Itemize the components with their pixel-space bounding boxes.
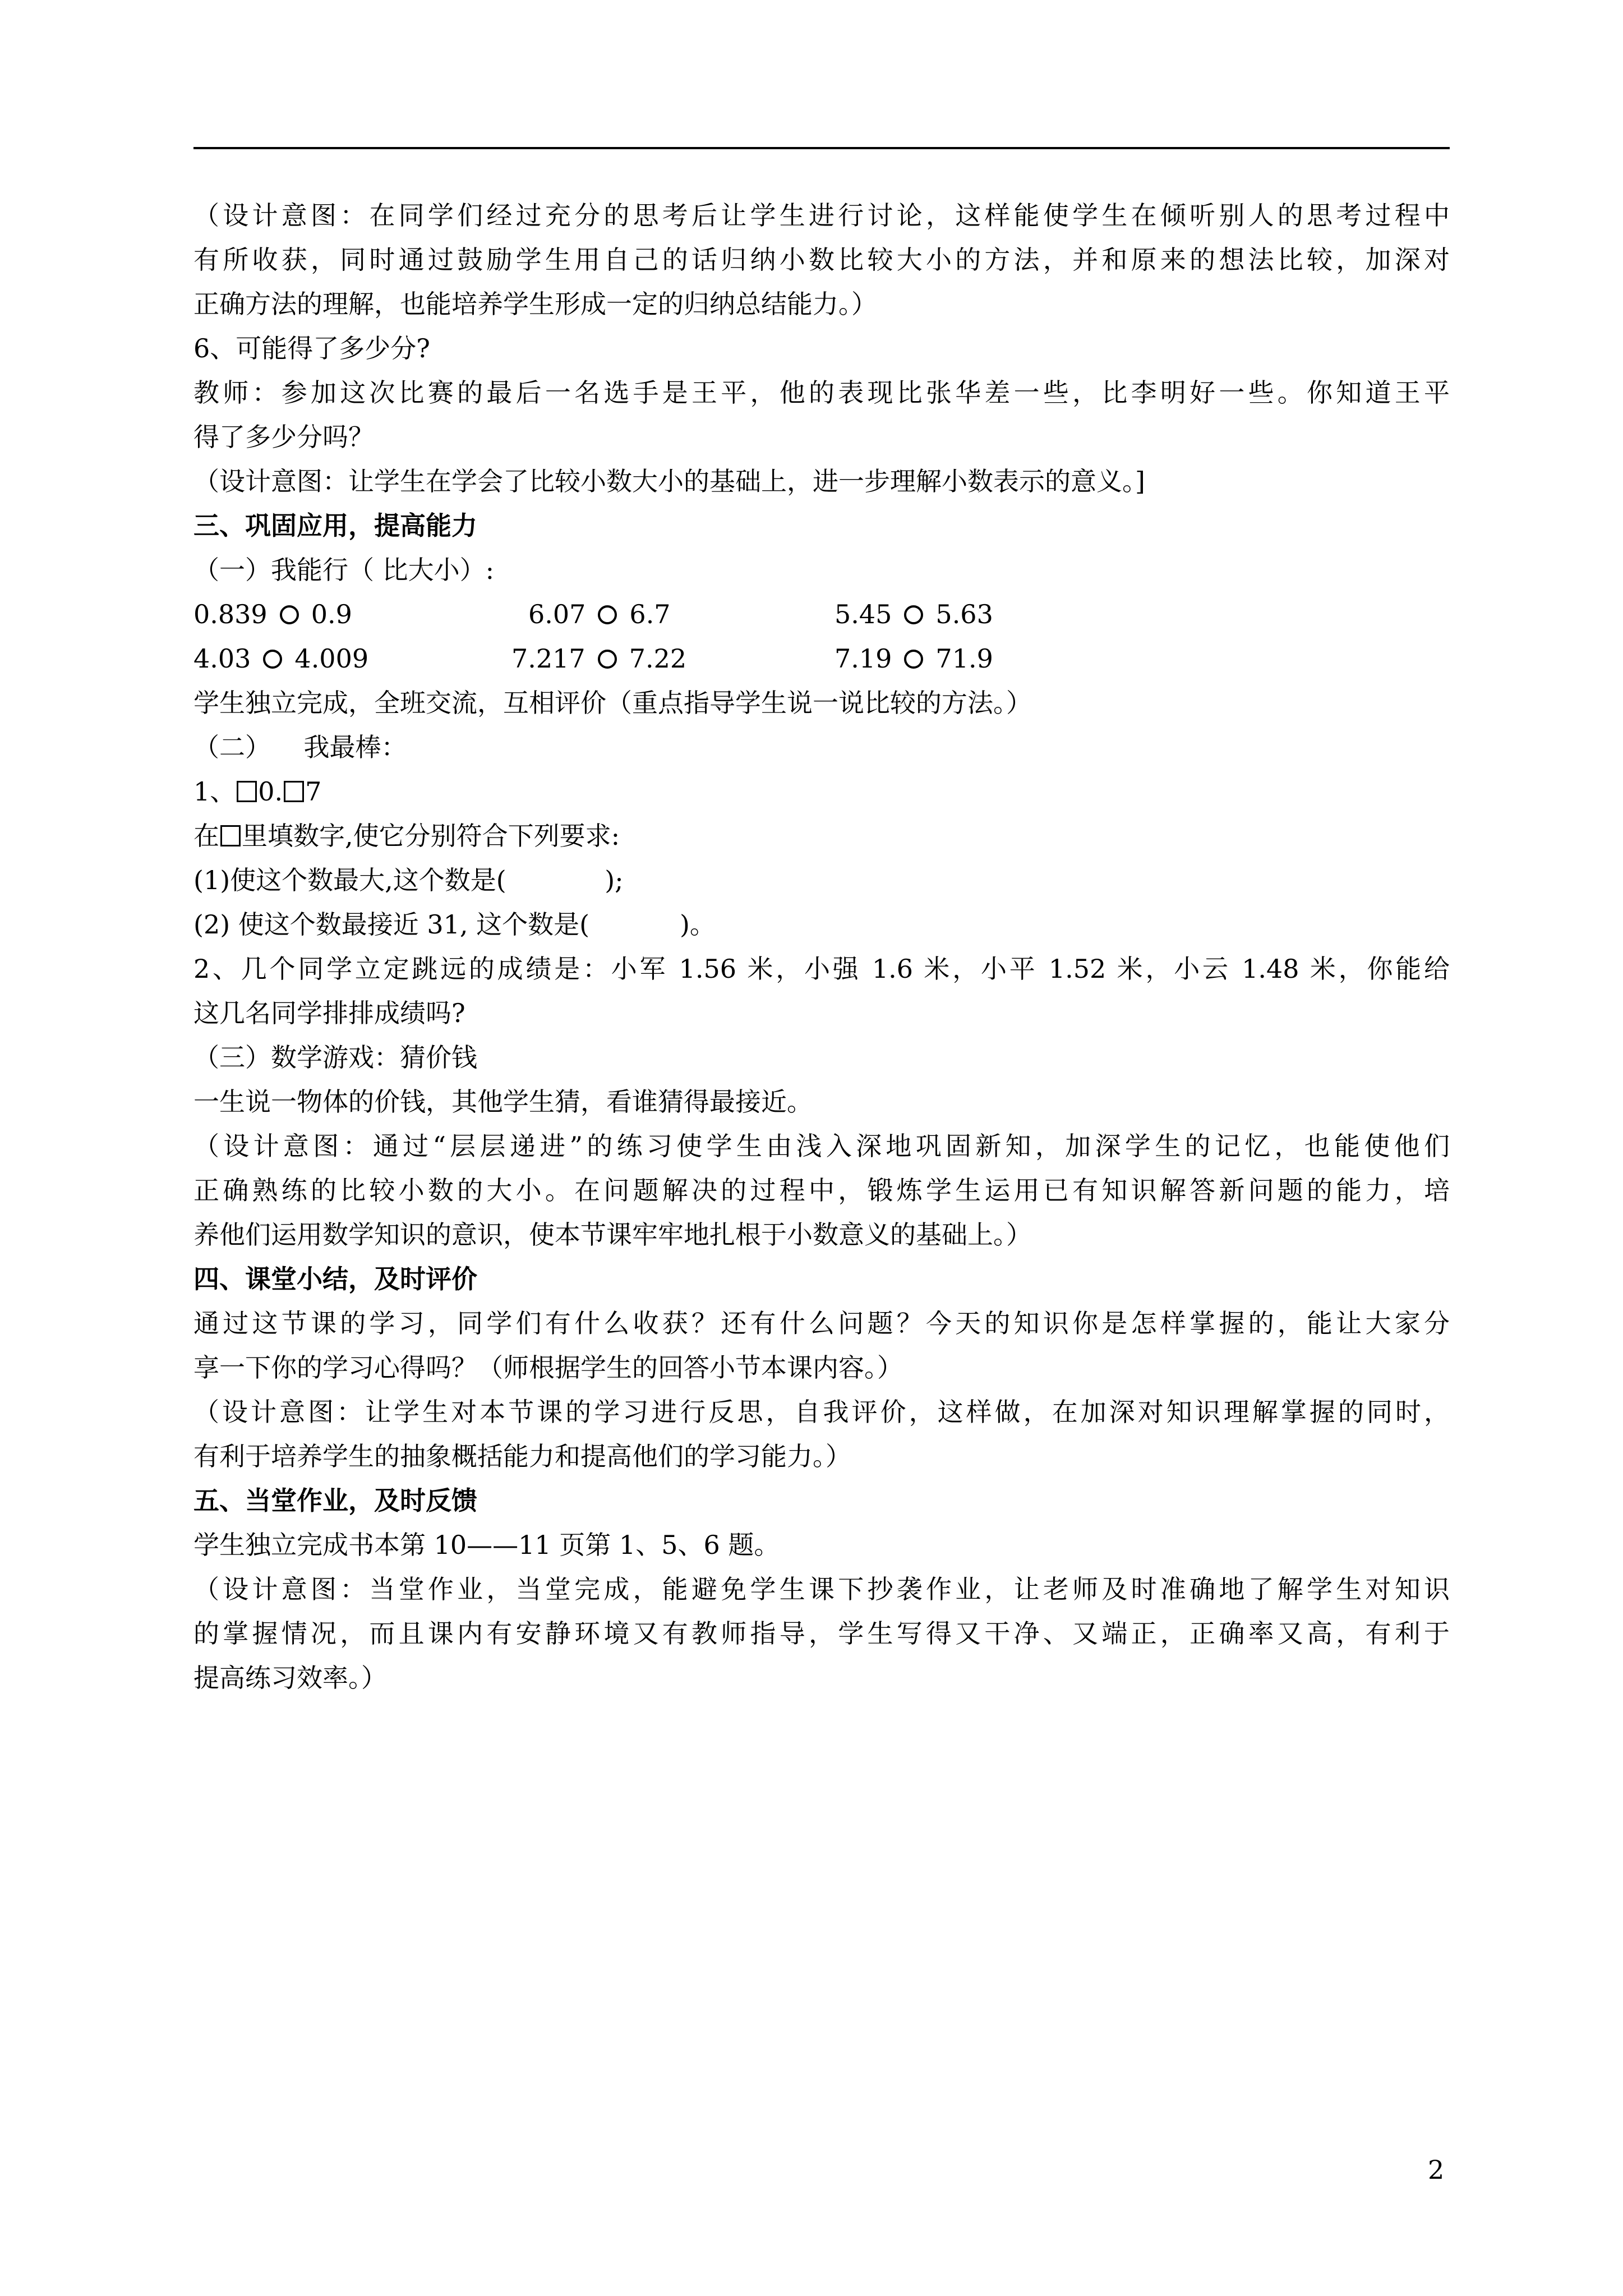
section-4-heading: 四、课堂小结，及时评价 bbox=[193, 1264, 477, 1294]
compare-left-value: 7.217 bbox=[511, 643, 585, 674]
compare-left-value: 6.07 bbox=[528, 599, 586, 629]
compare-item bbox=[834, 592, 993, 637]
page-number: 2 bbox=[1428, 2155, 1445, 2185]
compare-row-1 bbox=[193, 592, 1450, 637]
square-blank-icon bbox=[284, 781, 304, 802]
problem-1-suffix: 7 bbox=[305, 776, 322, 807]
compare-right-value: 0.9 bbox=[311, 599, 352, 629]
question-6-teacher-line-1: 教师：参加这次比赛的最后一名选手是王平，他的表现比张华差一些，比李明好一些。你知道王平 bbox=[193, 378, 1450, 408]
compare-item bbox=[834, 637, 993, 681]
intent-paragraph-3-line-3: 养他们运用数学知识的意识，使本节课牢牢地扎根于小数意义的基础上。） bbox=[193, 1220, 1032, 1250]
part-1-note: 学生独立完成，全班交流，互相评价（重点指导学生说一说比较的方法。） bbox=[193, 688, 1032, 718]
problem-1-instruction bbox=[193, 814, 1450, 858]
circle-blank-icon bbox=[280, 605, 299, 624]
homework-text: 学生独立完成书本第 10——11 页第 1、5、6 题。 bbox=[193, 1530, 780, 1560]
intent-paragraph-5-line-1: （设计意图：当堂作业，当堂完成，能避免学生课下抄袭作业，让老师及时准确地了解学生对知识 bbox=[193, 1574, 1450, 1604]
section-5-heading: 五、当堂作业，及时反馈 bbox=[193, 1485, 477, 1516]
compare-item bbox=[193, 637, 511, 681]
intent-paragraph-3-line-2: 正确熟练的比较小数的大小。在问题解决的过程中，锻炼学生运用已有知识解答新问题的能力，培 bbox=[193, 1175, 1450, 1205]
compare-left-value: 4.03 bbox=[193, 643, 251, 674]
compare-row-2 bbox=[193, 637, 1450, 681]
summary-line-1: 通过这节课的学习，同学们有什么收获？还有什么问题？今天的知识你是怎样掌握的，能让大家分 bbox=[193, 1308, 1450, 1338]
problem-2-line-2: 这几名同学排排成绩吗? bbox=[193, 998, 465, 1028]
part-3-title: （三）数学游戏：猜价钱 bbox=[193, 1042, 477, 1073]
compare-right-value: 71.9 bbox=[935, 643, 993, 674]
intent-paragraph-5-line-3: 提高练习效率。） bbox=[193, 1663, 387, 1693]
compare-item bbox=[193, 592, 528, 637]
circle-blank-icon bbox=[904, 650, 923, 669]
intent-paragraph-3-line-1: （设计意图：通过“层层递进”的练习使学生由浅入深地巩固新知，加深学生的记忆，也能使他们 bbox=[193, 1131, 1450, 1161]
section-3-heading: 三、巩固应用，提高能力 bbox=[193, 510, 477, 541]
part-1-title: （一）我能行（ 比大小）: bbox=[193, 555, 495, 585]
compare-right-value: 5.63 bbox=[935, 599, 993, 629]
compare-right-value: 6.7 bbox=[629, 599, 671, 629]
problem-1-requirement-2: (2) 使这个数最接近 31, 这个数是( )。 bbox=[193, 909, 716, 940]
compare-left-value: 7.19 bbox=[834, 643, 892, 674]
intent-paragraph-1-line-3: 正确方法的理解，也能培养学生形成一定的归纳总结能力。） bbox=[193, 289, 877, 319]
compare-left-value: 0.839 bbox=[193, 599, 268, 629]
compare-item bbox=[528, 592, 834, 637]
intent-paragraph-1-line-2: 有所收获，同时通过鼓励学生用自己的话归纳小数比较大小的方法，并和原来的想法比较，加深对 bbox=[193, 245, 1450, 275]
square-blank-icon bbox=[220, 825, 241, 846]
compare-item bbox=[511, 637, 834, 681]
circle-blank-icon bbox=[904, 605, 923, 624]
question-6-teacher-line-2: 得了多少分吗？ bbox=[193, 422, 374, 452]
compare-right-value: 4.009 bbox=[294, 643, 369, 674]
intent-paragraph-1-line-1: （设计意图：在同学们经过充分的思考后让学生进行讨论，这样能使学生在倾听别人的思考过程中 bbox=[193, 200, 1450, 231]
instruction-prefix: 在 bbox=[193, 821, 219, 851]
intent-paragraph-5-line-2: 的掌握情况，而且课内有安静环境又有教师指导，学生写得又干净、又端正，正确率又高，有利于 bbox=[193, 1618, 1450, 1649]
header-rule bbox=[193, 147, 1450, 149]
intent-paragraph-2: （设计意图：让学生在学会了比较小数大小的基础上，进一步理解小数表示的意义。] bbox=[193, 466, 1145, 496]
problem-1-requirement-1: (1)使这个数最大,这个数是( ); bbox=[193, 865, 624, 895]
problem-1-number bbox=[193, 770, 1450, 814]
circle-blank-icon bbox=[598, 605, 617, 624]
compare-left-value: 5.45 bbox=[834, 599, 892, 629]
document-body bbox=[193, 194, 1450, 1700]
circle-blank-icon bbox=[263, 650, 282, 669]
problem-2-line-1: 2、几个同学立定跳远的成绩是：小军 1.56 米，小强 1.6 米，小平 1.52 米，小云 1.48 米，你能给 bbox=[193, 954, 1450, 984]
problem-1-prefix: 1、 bbox=[193, 776, 236, 807]
square-blank-icon bbox=[237, 781, 257, 802]
circle-blank-icon bbox=[598, 650, 617, 669]
question-6-title: 6、可能得了多少分? bbox=[193, 333, 430, 364]
part-2-title: （二） 我最棒： bbox=[193, 732, 407, 762]
intent-paragraph-4-line-1: （设计意图：让学生对本节课的学习进行反思，自我评价，这样做，在加深对知识理解掌握的同时， bbox=[193, 1397, 1450, 1427]
summary-line-2: 享一下你的学习心得吗？（师根据学生的回答小节本课内容。） bbox=[193, 1352, 903, 1383]
instruction-suffix: 里填数字,使它分别符合下列要求: bbox=[242, 821, 620, 851]
compare-right-value: 7.22 bbox=[629, 643, 687, 674]
part-3-description: 一生说一物体的价钱，其他学生猜，看谁猜得最接近。 bbox=[193, 1087, 813, 1117]
intent-paragraph-4-line-2: 有利于培养学生的抽象概括能力和提高他们的学习能力。） bbox=[193, 1441, 851, 1471]
problem-1-middle: 0. bbox=[258, 776, 283, 807]
